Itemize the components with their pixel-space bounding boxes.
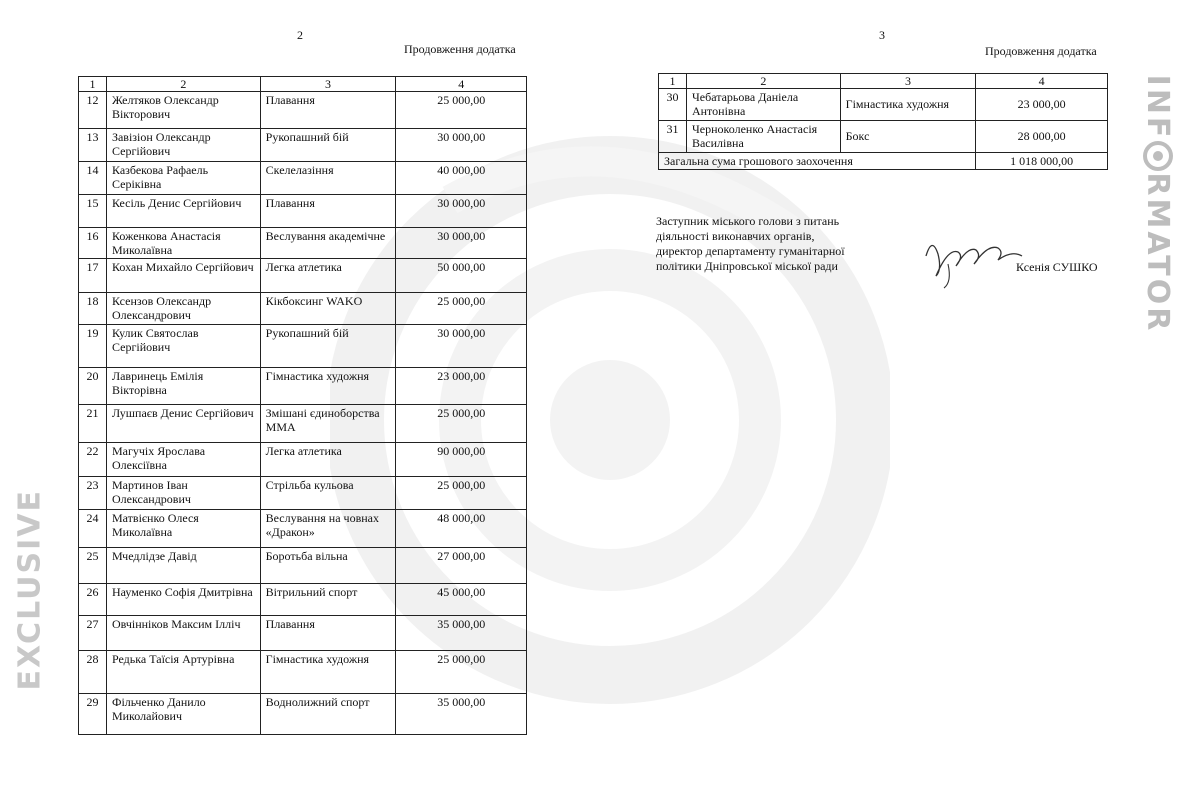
row-number: 31 xyxy=(659,121,687,153)
signatory-line: політики Дніпровської міської ради xyxy=(656,259,838,273)
table-row xyxy=(659,121,1108,153)
recipient-name: Коженкова Анастасія Миколаївна xyxy=(106,228,260,259)
column-header: 1 xyxy=(659,74,687,89)
recipient-name: Лушпаєв Денис Сергійович xyxy=(106,405,260,443)
row-number: 24 xyxy=(79,510,107,548)
row-number: 18 xyxy=(79,293,107,325)
recipient-name: Науменко Софія Дмитрівна xyxy=(106,584,260,616)
award-amount: 90 000,00 xyxy=(396,443,527,477)
row-number: 22 xyxy=(79,443,107,477)
recipient-name: Лавринець Емілія Вікторівна xyxy=(106,368,260,405)
sport-discipline: Бокс xyxy=(840,121,976,153)
brand-prefix: INF xyxy=(1140,74,1176,141)
signatory-line: директор департаменту гуманітарної xyxy=(656,244,845,258)
row-number: 13 xyxy=(79,129,107,162)
sport-discipline: Боротьба вільна xyxy=(260,548,396,584)
recipient-name: Мартинов Іван Олександрович xyxy=(106,477,260,510)
table-row xyxy=(79,694,527,735)
sport-discipline: Веслування академічне xyxy=(260,228,396,259)
award-amount: 28 000,00 xyxy=(976,121,1108,153)
sport-discipline: Гімнастика художня xyxy=(260,651,396,694)
table-row xyxy=(79,405,527,443)
sport-discipline: Веслування на човнах «Дракон» xyxy=(260,510,396,548)
row-number: 23 xyxy=(79,477,107,510)
table-row xyxy=(659,89,1108,121)
sport-discipline: Гімнастика художня xyxy=(840,89,976,121)
row-number: 21 xyxy=(79,405,107,443)
award-amount: 30 000,00 xyxy=(396,228,527,259)
award-amount: 25 000,00 xyxy=(396,92,527,129)
award-amount: 30 000,00 xyxy=(396,195,527,228)
recipient-name: Фільченко Данило Миколайович xyxy=(106,694,260,735)
award-amount: 48 000,00 xyxy=(396,510,527,548)
recipient-name: Завізіон Олександр Сергійович xyxy=(106,129,260,162)
signatory-line: Заступник міського голови з питань xyxy=(656,214,840,228)
brand-suffix: RMATOR xyxy=(1140,172,1176,334)
table-header-row xyxy=(79,77,527,92)
recipient-name: Кесіль Денис Сергійович xyxy=(106,195,260,228)
table-row xyxy=(79,129,527,162)
handwritten-signature xyxy=(918,226,1028,292)
sport-discipline: Рукопашний бій xyxy=(260,129,396,162)
table-row xyxy=(79,368,527,405)
continuation-label-right: Продовження додатка xyxy=(985,44,1097,58)
recipient-name: Матвієнко Олеся Миколаївна xyxy=(106,510,260,548)
column-header: 1 xyxy=(79,77,107,92)
recipient-name: Кохан Михайло Сергійович xyxy=(106,259,260,293)
table-row xyxy=(79,651,527,694)
recipient-name: Магучіх Ярослава Олексіївна xyxy=(106,443,260,477)
sport-discipline: Легка атлетика xyxy=(260,443,396,477)
recipient-name: Желтяков Олександр Вікторович xyxy=(106,92,260,129)
signatory-line: діяльності виконавчих органів, xyxy=(656,229,815,243)
table-row xyxy=(79,477,527,510)
informator-brand-watermark xyxy=(1140,54,1176,354)
award-amount: 30 000,00 xyxy=(396,129,527,162)
exclusive-watermark-label: EXCLUSIVE xyxy=(12,489,48,691)
award-amount: 40 000,00 xyxy=(396,162,527,195)
row-number: 19 xyxy=(79,325,107,368)
column-header: 4 xyxy=(396,77,527,92)
award-amount: 25 000,00 xyxy=(396,293,527,325)
table-row xyxy=(79,510,527,548)
award-amount: 50 000,00 xyxy=(396,259,527,293)
row-number: 30 xyxy=(659,89,687,121)
row-number: 29 xyxy=(79,694,107,735)
column-header: 3 xyxy=(260,77,396,92)
table-row xyxy=(79,92,527,129)
table-header-row xyxy=(659,74,1108,89)
sport-discipline: Плавання xyxy=(260,195,396,228)
award-amount: 35 000,00 xyxy=(396,694,527,735)
column-header: 3 xyxy=(840,74,976,89)
sport-discipline: Вітрильний спорт xyxy=(260,584,396,616)
recipient-name: Казбекова Рафаель Серіківна xyxy=(106,162,260,195)
award-amount: 45 000,00 xyxy=(396,584,527,616)
award-table-right xyxy=(658,73,1108,170)
row-number: 15 xyxy=(79,195,107,228)
total-row xyxy=(659,153,1108,170)
award-amount: 35 000,00 xyxy=(396,616,527,651)
sport-discipline: Воднолижний спорт xyxy=(260,694,396,735)
award-amount: 23 000,00 xyxy=(976,89,1108,121)
total-amount: 1 018 000,00 xyxy=(976,153,1108,170)
row-number: 28 xyxy=(79,651,107,694)
award-amount: 25 000,00 xyxy=(396,405,527,443)
recipient-name: Кулик Святослав Сергійович xyxy=(106,325,260,368)
sport-discipline: Плавання xyxy=(260,92,396,129)
signer-name: Ксенія СУШКО xyxy=(1016,260,1098,274)
row-number: 25 xyxy=(79,548,107,584)
table-row xyxy=(79,443,527,477)
table-row xyxy=(79,616,527,651)
table-row xyxy=(79,259,527,293)
column-header: 4 xyxy=(976,74,1108,89)
recipient-name: Мчедлідзе Давід xyxy=(106,548,260,584)
page-number-left: 2 xyxy=(297,28,303,42)
recipient-name: Чебатарьова Даніела Антонівна xyxy=(686,89,840,121)
sport-discipline: Плавання xyxy=(260,616,396,651)
recipient-name: Редька Таїсія Артурівна xyxy=(106,651,260,694)
table-row xyxy=(79,548,527,584)
award-amount: 30 000,00 xyxy=(396,325,527,368)
eye-logo-icon xyxy=(1143,141,1173,171)
row-number: 12 xyxy=(79,92,107,129)
award-amount: 25 000,00 xyxy=(396,651,527,694)
row-number: 27 xyxy=(79,616,107,651)
sport-discipline: Легка атлетика xyxy=(260,259,396,293)
table-row xyxy=(79,325,527,368)
award-amount: 25 000,00 xyxy=(396,477,527,510)
sport-discipline: Скелелазіння xyxy=(260,162,396,195)
recipient-name: Ксензов Олександр Олександрович xyxy=(106,293,260,325)
row-number: 17 xyxy=(79,259,107,293)
sport-discipline: Рукопашний бій xyxy=(260,325,396,368)
row-number: 26 xyxy=(79,584,107,616)
table-row xyxy=(79,293,527,325)
continuation-label-left: Продовження додатка xyxy=(404,42,516,56)
signatory-position xyxy=(656,214,906,274)
award-amount: 23 000,00 xyxy=(396,368,527,405)
column-header: 2 xyxy=(686,74,840,89)
table-row xyxy=(79,162,527,195)
sport-discipline: Кікбоксинг WAKO xyxy=(260,293,396,325)
row-number: 14 xyxy=(79,162,107,195)
table-row xyxy=(79,228,527,259)
table-row xyxy=(79,584,527,616)
column-header: 2 xyxy=(106,77,260,92)
row-number: 16 xyxy=(79,228,107,259)
row-number: 20 xyxy=(79,368,107,405)
recipient-name: Овчінніков Максим Ілліч xyxy=(106,616,260,651)
table-row xyxy=(79,195,527,228)
sport-discipline: Гімнастика художня xyxy=(260,368,396,405)
sport-discipline: Змішані єдиноборства ММА xyxy=(260,405,396,443)
recipient-name: Черноколенко Анастасія Василівна xyxy=(686,121,840,153)
award-amount: 27 000,00 xyxy=(396,548,527,584)
sport-discipline: Стрільба кульова xyxy=(260,477,396,510)
award-table-left xyxy=(78,76,527,735)
total-label: Загальна сума грошового заохочення xyxy=(659,153,976,170)
page-number-right: 3 xyxy=(879,28,885,42)
